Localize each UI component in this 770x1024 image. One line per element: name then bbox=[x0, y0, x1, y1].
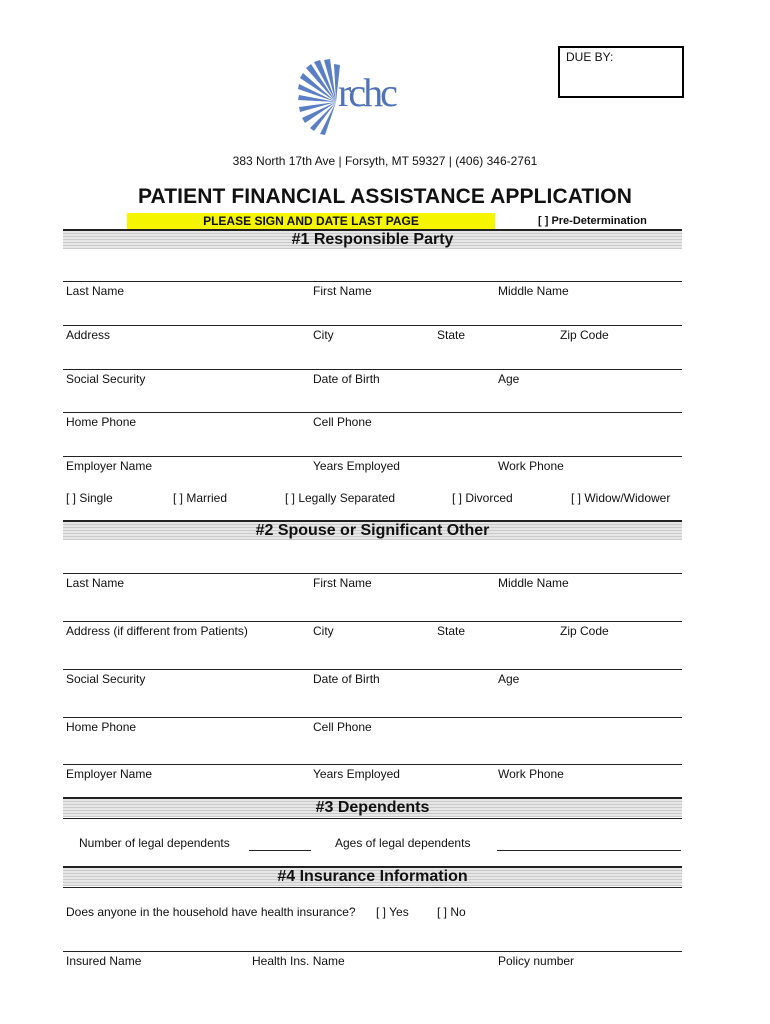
section4-header bbox=[63, 866, 682, 886]
city-label: City bbox=[313, 328, 334, 342]
num-dependents-label: Number of legal dependents bbox=[79, 836, 230, 850]
field-line[interactable] bbox=[63, 764, 682, 765]
spouse-first-name-label: First Name bbox=[313, 576, 372, 590]
married-checkbox[interactable]: [ ] Married bbox=[173, 491, 228, 505]
spouse-years-employed-label: Years Employed bbox=[313, 767, 400, 781]
spouse-work-phone-label: Work Phone bbox=[498, 767, 564, 781]
spouse-employer-label: Employer Name bbox=[66, 767, 153, 781]
due-by-box[interactable] bbox=[558, 46, 684, 98]
spouse-last-name-label: Last Name bbox=[66, 576, 125, 590]
field-line[interactable] bbox=[63, 369, 682, 370]
spouse-city-label: City bbox=[313, 624, 334, 638]
sign-notice: PLEASE SIGN AND DATE LAST PAGE bbox=[127, 213, 495, 229]
section-divider bbox=[63, 887, 682, 888]
last-name-label: Last Name bbox=[66, 284, 125, 298]
spouse-dob-label: Date of Birth bbox=[313, 672, 380, 686]
field-line[interactable] bbox=[63, 717, 682, 718]
insured-name-label: Insured Name bbox=[66, 954, 142, 968]
spouse-home-phone-label: Home Phone bbox=[66, 720, 137, 734]
field-line[interactable] bbox=[63, 281, 682, 282]
field-line[interactable] bbox=[63, 573, 682, 574]
legally-separated-checkbox[interactable]: [ ] Legally Separated bbox=[285, 491, 396, 505]
ages-dependents-label: Ages of legal dependents bbox=[335, 836, 471, 850]
ages-dependents-field[interactable] bbox=[497, 850, 681, 851]
field-line[interactable] bbox=[63, 412, 682, 413]
spouse-cell-phone-label: Cell Phone bbox=[313, 720, 372, 734]
insurance-yes-checkbox[interactable]: [ ] Yes bbox=[376, 905, 409, 919]
spouse-zip-label: Zip Code bbox=[560, 624, 609, 638]
logo-sunburst-icon bbox=[298, 59, 340, 135]
middle-name-label: Middle Name bbox=[498, 284, 569, 298]
section1-header bbox=[63, 229, 682, 249]
first-name-label: First Name bbox=[313, 284, 372, 298]
address-label: Address bbox=[66, 328, 111, 342]
field-line[interactable] bbox=[63, 669, 682, 670]
section2-heading: #2 Spouse or Significant Other bbox=[255, 522, 490, 539]
state-label: State bbox=[437, 328, 466, 342]
work-phone-label: Work Phone bbox=[498, 459, 564, 473]
health-ins-name-label: Health Ins. Name bbox=[252, 954, 345, 968]
home-phone-label: Home Phone bbox=[66, 415, 137, 429]
clinic-address: 383 North 17th Ave | Forsyth, MT 59327 | (406) 346-2761 bbox=[232, 154, 538, 168]
field-line[interactable] bbox=[63, 951, 682, 952]
spouse-address-label: Address (if different from Patients) bbox=[66, 624, 248, 638]
section3-header bbox=[63, 797, 682, 817]
spouse-ssn-label: Social Security bbox=[66, 672, 146, 686]
section1-heading: #1 Responsible Party bbox=[291, 231, 454, 248]
single-checkbox[interactable]: [ ] Single bbox=[66, 491, 113, 505]
widow-checkbox[interactable]: [ ] Widow/Widower bbox=[571, 491, 671, 505]
rchc-logo bbox=[298, 58, 422, 136]
zip-code-label: Zip Code bbox=[560, 328, 609, 342]
years-employed-label: Years Employed bbox=[313, 459, 400, 473]
spouse-middle-name-label: Middle Name bbox=[498, 576, 569, 590]
field-line[interactable] bbox=[63, 456, 682, 457]
spouse-state-label: State bbox=[437, 624, 466, 638]
cell-phone-label: Cell Phone bbox=[313, 415, 372, 429]
field-line[interactable] bbox=[63, 325, 682, 326]
dob-label: Date of Birth bbox=[313, 372, 380, 386]
section2-header bbox=[63, 520, 682, 540]
due-by-label: DUE BY: bbox=[566, 50, 614, 64]
insurance-question: Does anyone in the household have health insurance? bbox=[66, 905, 356, 919]
age-label: Age bbox=[498, 372, 520, 386]
employer-label: Employer Name bbox=[66, 459, 153, 473]
num-dependents-field[interactable] bbox=[249, 850, 311, 851]
divorced-checkbox[interactable]: [ ] Divorced bbox=[452, 491, 513, 505]
logo-text: rchc bbox=[338, 70, 395, 115]
predetermination-checkbox[interactable]: [ ] Pre-Determination bbox=[538, 215, 647, 227]
page-title: PATIENT FINANCIAL ASSISTANCE APPLICATION bbox=[137, 185, 632, 208]
section-divider bbox=[63, 818, 682, 819]
section3-heading: #3 Dependents bbox=[315, 799, 430, 816]
spouse-age-label: Age bbox=[498, 672, 520, 686]
section4-heading: #4 Insurance Information bbox=[277, 868, 468, 885]
policy-number-label: Policy number bbox=[498, 954, 575, 968]
insurance-no-checkbox[interactable]: [ ] No bbox=[437, 905, 466, 919]
ssn-label: Social Security bbox=[66, 372, 146, 386]
field-line[interactable] bbox=[63, 621, 682, 622]
